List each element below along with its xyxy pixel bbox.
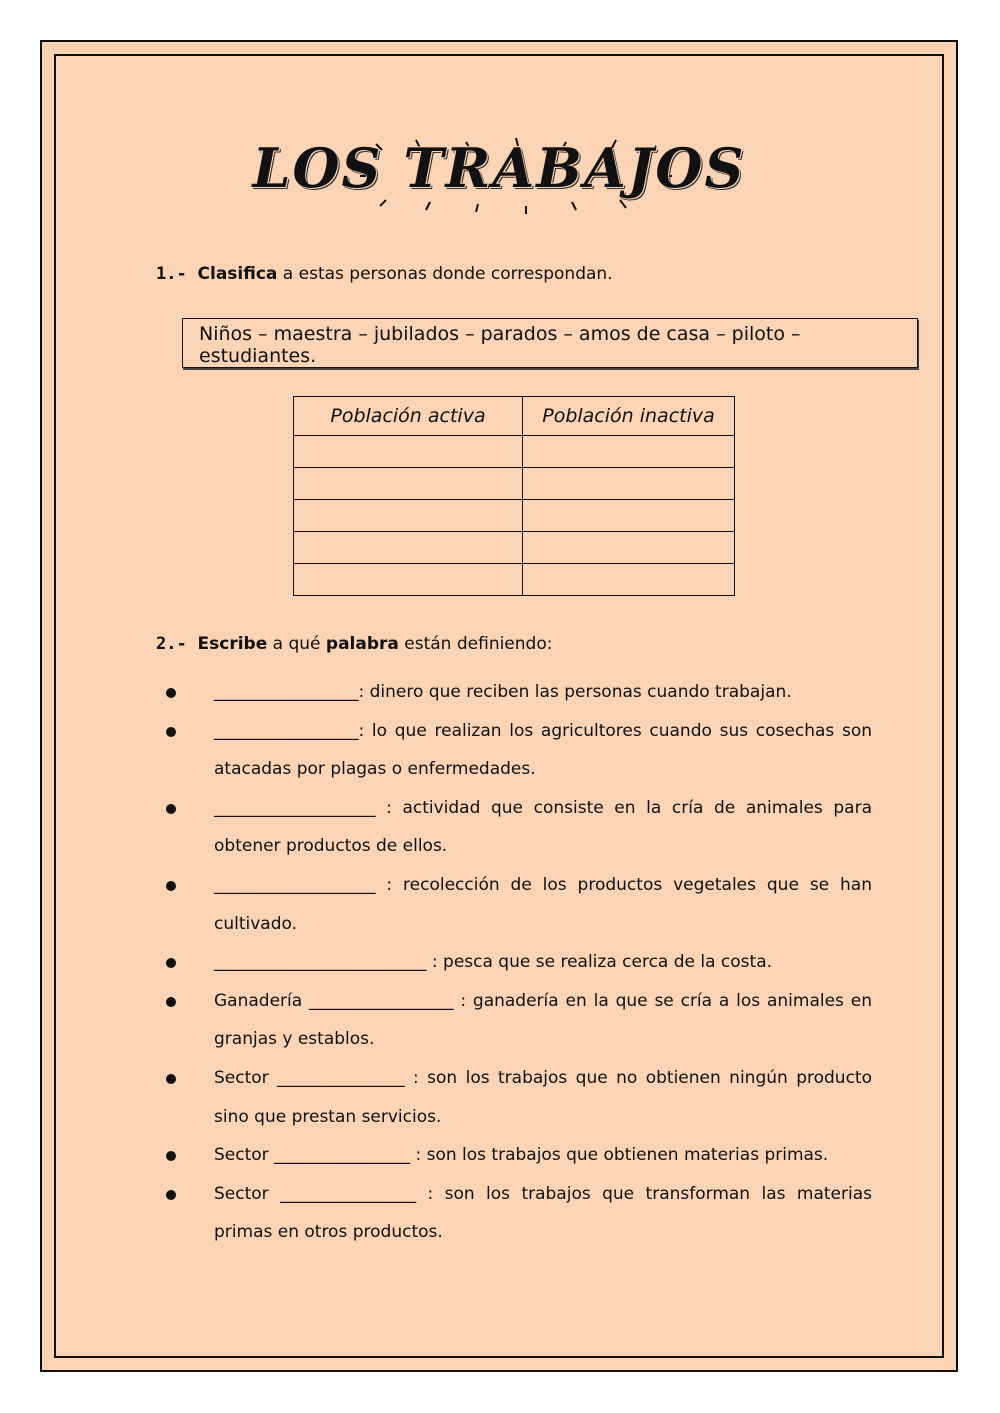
list-item: [166, 1136, 872, 1175]
worksheet-title: LOS TRABAJOS: [252, 136, 746, 200]
list-item: [166, 1059, 872, 1136]
answer-cell-inactiva[interactable]: [523, 532, 735, 564]
list-item: [166, 866, 872, 943]
page-frame-inner: [54, 54, 944, 1358]
question-2-verb: Escribe: [197, 634, 268, 654]
question-2-text-a: a qué: [267, 634, 326, 654]
definition-text[interactable]: Sector _______________ : son los trabajos que no obtienen ningún producto sino que prestan servicios.: [214, 1067, 872, 1127]
answer-cell-activa[interactable]: [294, 468, 523, 500]
header-poblacion-inactiva: Población inactiva: [523, 397, 735, 436]
table-row: [294, 564, 735, 596]
bullet-icon: [166, 688, 176, 698]
answer-cell-inactiva[interactable]: [523, 500, 735, 532]
list-item: [166, 712, 872, 789]
definition-text[interactable]: ___________________ : actividad que consiste en la cría de animales para obtener productos de ellos.: [214, 797, 872, 857]
definition-text[interactable]: Sector ________________ : son los trabajos que obtienen materias primas.: [214, 1145, 829, 1166]
definition-text[interactable]: ___________________ : recolección de los productos vegetales que se han cultivado.: [214, 874, 872, 934]
table-row: [294, 532, 735, 564]
list-item: [166, 673, 872, 712]
definition-text[interactable]: _________________: lo que realizan los agricultores cuando sus cosechas son atacadas por plagas o enfermedades.: [214, 720, 872, 780]
definition-text[interactable]: Ganadería _________________ : ganadería en la que se cría a los animales en granjas y establos.: [214, 990, 872, 1050]
answer-cell-activa[interactable]: [294, 532, 523, 564]
question-2-number: 2.-: [156, 634, 187, 654]
classification-table: [293, 396, 735, 596]
answer-cell-inactiva[interactable]: [523, 564, 735, 596]
bullet-icon: [166, 1151, 176, 1161]
bullet-icon: [166, 958, 176, 968]
question-1-text: a estas personas donde correspondan.: [277, 264, 613, 284]
list-item: [166, 789, 872, 866]
answer-cell-inactiva[interactable]: [523, 436, 735, 468]
definition-text[interactable]: Sector ________________ : son los trabajos que transforman las materias primas en otros productos.: [214, 1183, 872, 1243]
bullet-icon: [166, 881, 176, 891]
answer-cell-activa[interactable]: [294, 500, 523, 532]
question-1: [156, 264, 613, 284]
word-bank-box: Niños – maestra – jubilados – parados – amos de casa – piloto – estudiantes.: [182, 318, 918, 368]
question-1-number: 1.-: [156, 264, 187, 284]
question-2-text-b: están definiendo:: [398, 634, 553, 654]
bullet-icon: [166, 727, 176, 737]
table-row: [294, 468, 735, 500]
bullet-icon: [166, 1190, 176, 1200]
question-2: [156, 634, 552, 654]
list-item: [166, 982, 872, 1059]
definition-text[interactable]: _________________________ : pesca que se realiza cerca de la costa.: [214, 952, 773, 973]
table-row: [294, 500, 735, 532]
question-2-keyword: palabra: [325, 634, 399, 654]
answer-cell-inactiva[interactable]: [523, 468, 735, 500]
list-item: [166, 943, 872, 982]
answer-cell-activa[interactable]: [294, 564, 523, 596]
bullet-icon: [166, 1074, 176, 1084]
definitions-list: [166, 673, 872, 1252]
bullet-icon: [166, 997, 176, 1007]
list-item: [166, 1175, 872, 1252]
definition-text[interactable]: _________________: dinero que reciben las personas cuando trabajan.: [214, 682, 792, 702]
question-1-verb: Clasifica: [197, 264, 278, 284]
answer-cell-activa[interactable]: [294, 436, 523, 468]
header-poblacion-activa: Población activa: [294, 397, 523, 436]
table-row: [294, 436, 735, 468]
bullet-icon: [166, 804, 176, 814]
page-frame-outer: [40, 40, 958, 1372]
